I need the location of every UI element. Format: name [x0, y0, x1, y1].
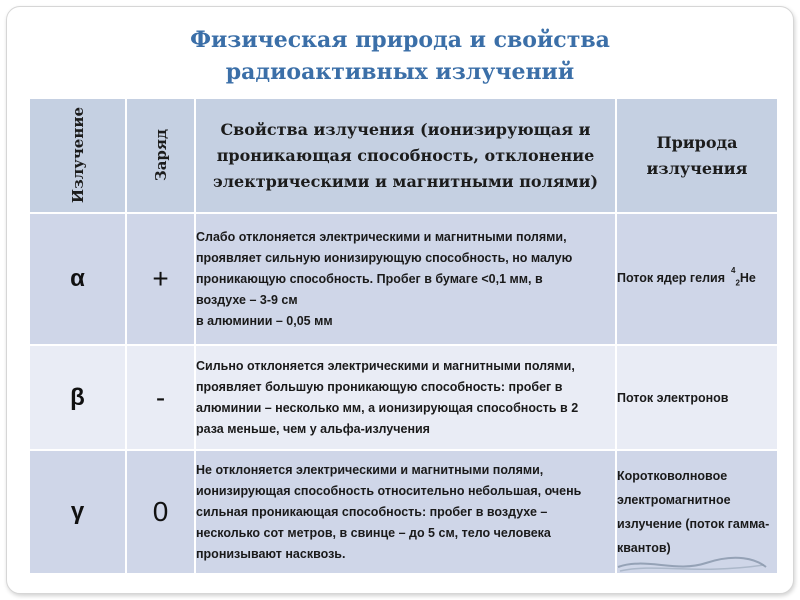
- title-line-2: радиоактивных излучений: [225, 59, 575, 85]
- table-header-row: [29, 98, 778, 213]
- radiation-symbol: α: [29, 213, 126, 345]
- radiation-nature: Коротковолновое электромагнитное излучение (поток гамма-квантов): [616, 450, 778, 574]
- radiation-table: [28, 97, 779, 575]
- radiation-charge: 0: [126, 450, 195, 574]
- radiation-nature: Поток электронов: [616, 345, 778, 450]
- radiation-properties: Слабо отклоняется электрическими и магнитными полями, проявляет сильную ионизирующую способность, но малую проникающую способность. Пробег в бумаге <0,1 мм, в воздухе – 3-9 см в алюминии – 0,05 мм: [195, 213, 616, 345]
- radiation-nature: Поток ядер гелия$^4_2$He: [616, 213, 778, 345]
- table-row-alpha: [29, 213, 778, 345]
- brush-stroke-decoration: [616, 553, 768, 575]
- header-properties: Свойства излучения (ионизирующая и проникающая способность, отклонение электрическими и магнитными полями): [195, 98, 616, 213]
- header-nature: Природа излучения: [616, 98, 778, 213]
- radiation-charge: -: [126, 345, 195, 450]
- helium-nucleus: $^4_2$He: [731, 265, 756, 288]
- radiation-symbol: γ: [29, 450, 126, 574]
- table-row-beta: [29, 345, 778, 450]
- header-charge: Заряд: [126, 98, 195, 213]
- radiation-charge: +: [126, 213, 195, 345]
- page-title: [0, 24, 800, 88]
- radiation-properties: Сильно отклоняется электрическими и магнитными полями, проявляет большую проникающую способность: пробег в алюминии – несколько мм, а ионизирующая способность в 2 раза меньше, чем у альфа-излучения: [195, 345, 616, 450]
- radiation-symbol: β: [29, 345, 126, 450]
- radiation-properties: Не отклоняется электрическими и магнитными полями, ионизирующая способность относительно небольшая, очень сильная проникающая способность: пробег в воздухе – несколько сот метров, в свинце – до 5 см, тело человека пронизывают насквозь.: [195, 450, 616, 574]
- title-line-1: Физическая природа и свойства: [190, 27, 610, 53]
- header-radiation: Излучение: [29, 98, 126, 213]
